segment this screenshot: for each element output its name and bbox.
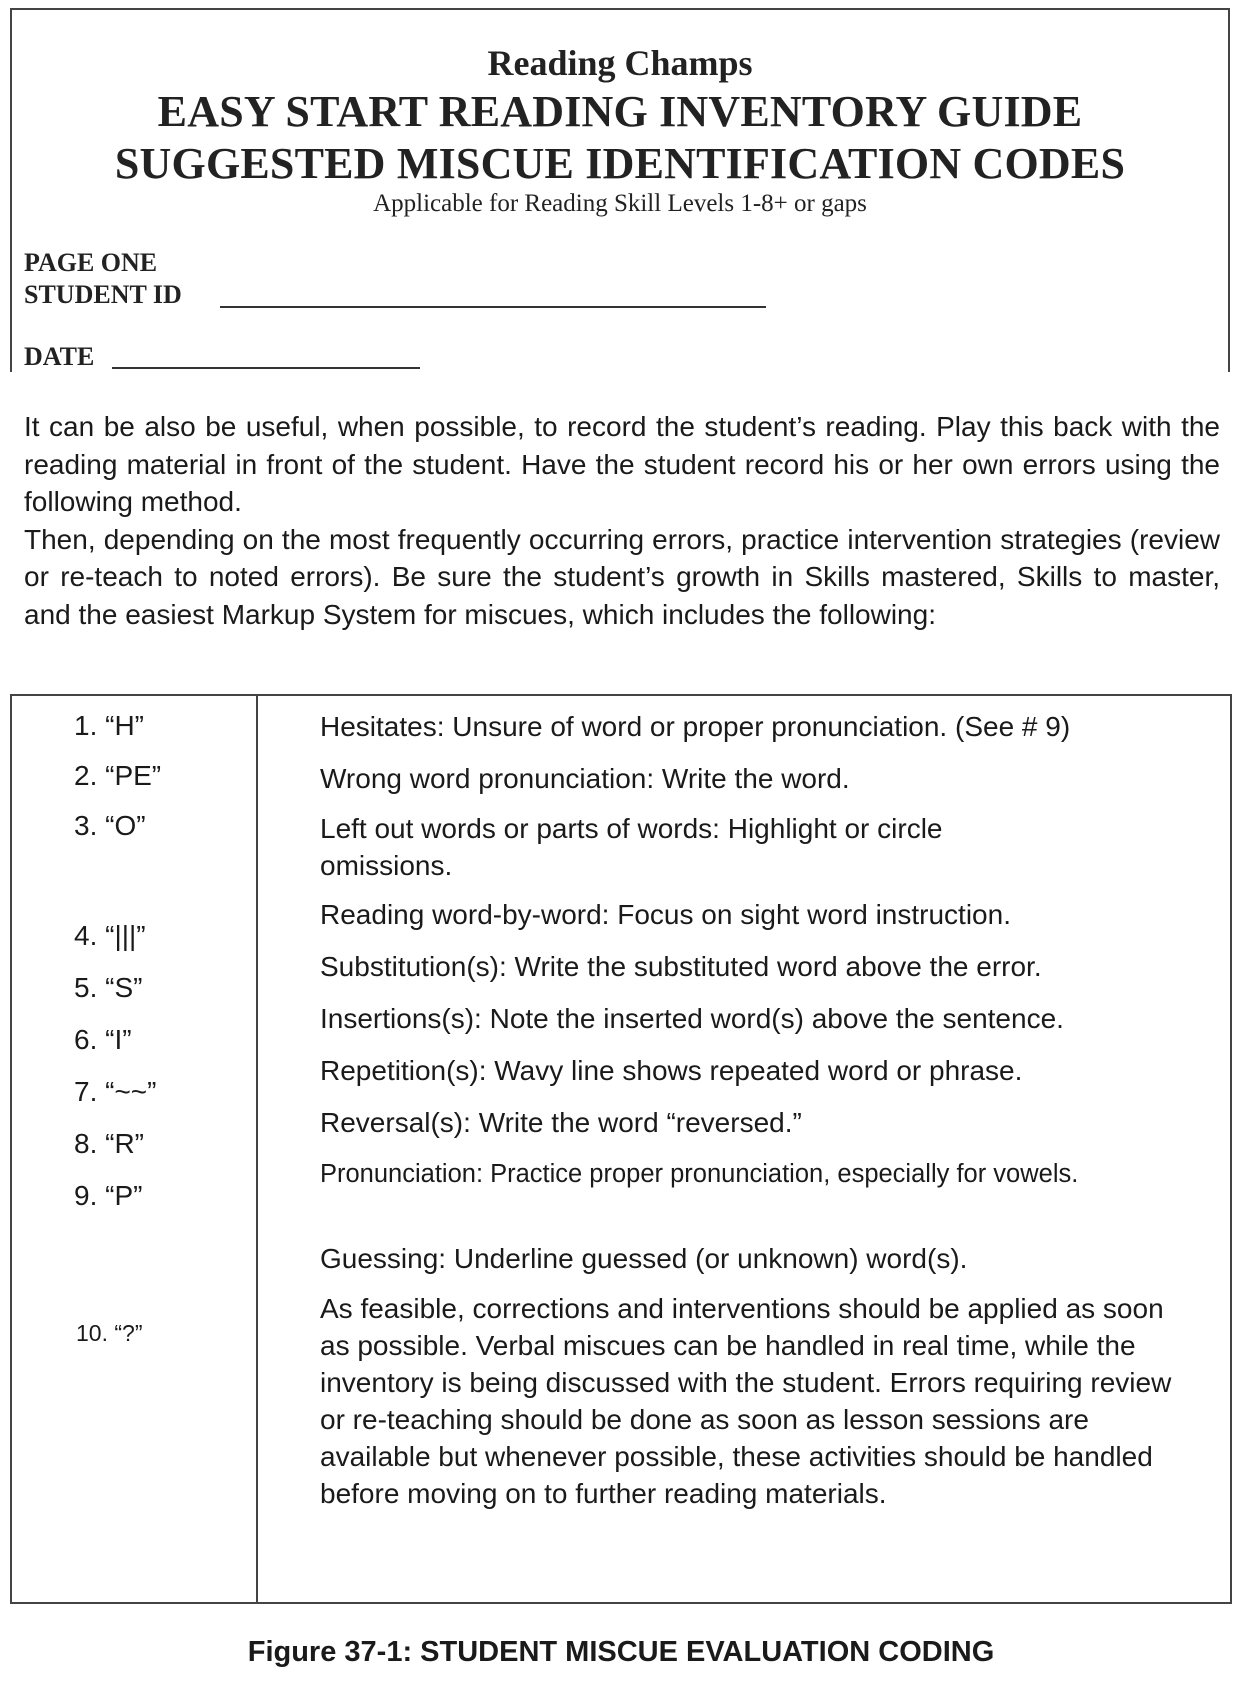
student-id-field[interactable] (220, 306, 766, 308)
org-name: Reading Champs (487, 43, 753, 83)
desc-repetition: Repetition(s): Wavy line shows repeated word or phrase. (320, 1055, 1023, 1086)
desc-pronunciation: Pronunciation: Practice proper pronunciation, especially for vowels. (320, 1160, 1079, 1188)
date-field[interactable] (112, 367, 420, 369)
title-line-2: SUGGESTED MISCUE IDENTIFICATION CODES (114, 139, 1126, 188)
intro-text (24, 408, 1220, 633)
code-question: 10. “?” (76, 1320, 143, 1346)
figure-caption: Figure 37-1: STUDENT MISCUE EVALUATION CODING (247, 1636, 995, 1668)
desc-insertions: Insertions(s): Note the inserted word(s) above the sentence. (320, 1003, 1064, 1034)
desc-hesitates: Hesitates: Unsure of word or proper pronunciation. (See # 9) (320, 711, 1071, 742)
column-divider (256, 696, 258, 1602)
code-s: 5. “S” (74, 972, 143, 1003)
desc-reversal: Reversal(s): Write the word “reversed.” (320, 1107, 802, 1138)
desc-word-by-word: Reading word-by-word: Focus on sight word instruction. (320, 899, 1011, 930)
intro-paragraph-2: Then, depending on the most frequently occurring errors, practice intervention strategies (review or re-teach to noted errors). Be sure the student’s growth in Skills mastered, Skills to master, and the easiest Markup System for miscues, which includes the following: (24, 523, 1220, 630)
desc-left-out: Left out words or parts of words: Highlight or circle omissions. (320, 813, 943, 881)
date-label: DATE (24, 342, 95, 371)
desc-substitution: Substitution(s): Write the substituted word above the error. (320, 951, 1042, 982)
student-id-label: STUDENT ID (24, 280, 182, 309)
code-wavy: 7. “~~” (74, 1076, 157, 1107)
code-p: 9. “P” (74, 1180, 143, 1211)
code-r: 8. “R” (74, 1128, 144, 1159)
code-o: 3. “O” (74, 810, 146, 841)
code-h: 1. “H” (74, 710, 144, 741)
title-line-1: EASY START READING INVENTORY GUIDE (157, 87, 1083, 136)
desc-wrong-word: Wrong word pronunciation: Write the word. (320, 763, 850, 794)
desc-guessing: Guessing: Underline guessed (or unknown) word(s). (320, 1243, 968, 1274)
intro-paragraph-1: It can be also be useful, when possible, to record the student’s reading. Play this back with the reading material in front of the student. Have the student record his or her own errors using the following method. (24, 411, 1220, 517)
desc-feasible-note: As feasible, corrections and interventions should be applied as soon as possible. Verbal miscues can be handled in real time, while the inventory is being discussed with the student. Errors requiring review or re-teaching should be done as soon as lesson sessions are available but whenever possible, these activities should be handled before moving on to further reading materials. (320, 1293, 1172, 1509)
miscue-codes-table (10, 694, 1232, 1604)
subtitle: Applicable for Reading Skill Levels 1-8+ or gaps (373, 190, 867, 217)
code-word-by-word: 4. “|||” (74, 920, 146, 951)
code-pe: 2. “PE” (74, 760, 162, 791)
code-i: 6. “I” (74, 1024, 132, 1055)
header-box (10, 8, 1230, 372)
page-label: PAGE ONE (24, 248, 158, 277)
